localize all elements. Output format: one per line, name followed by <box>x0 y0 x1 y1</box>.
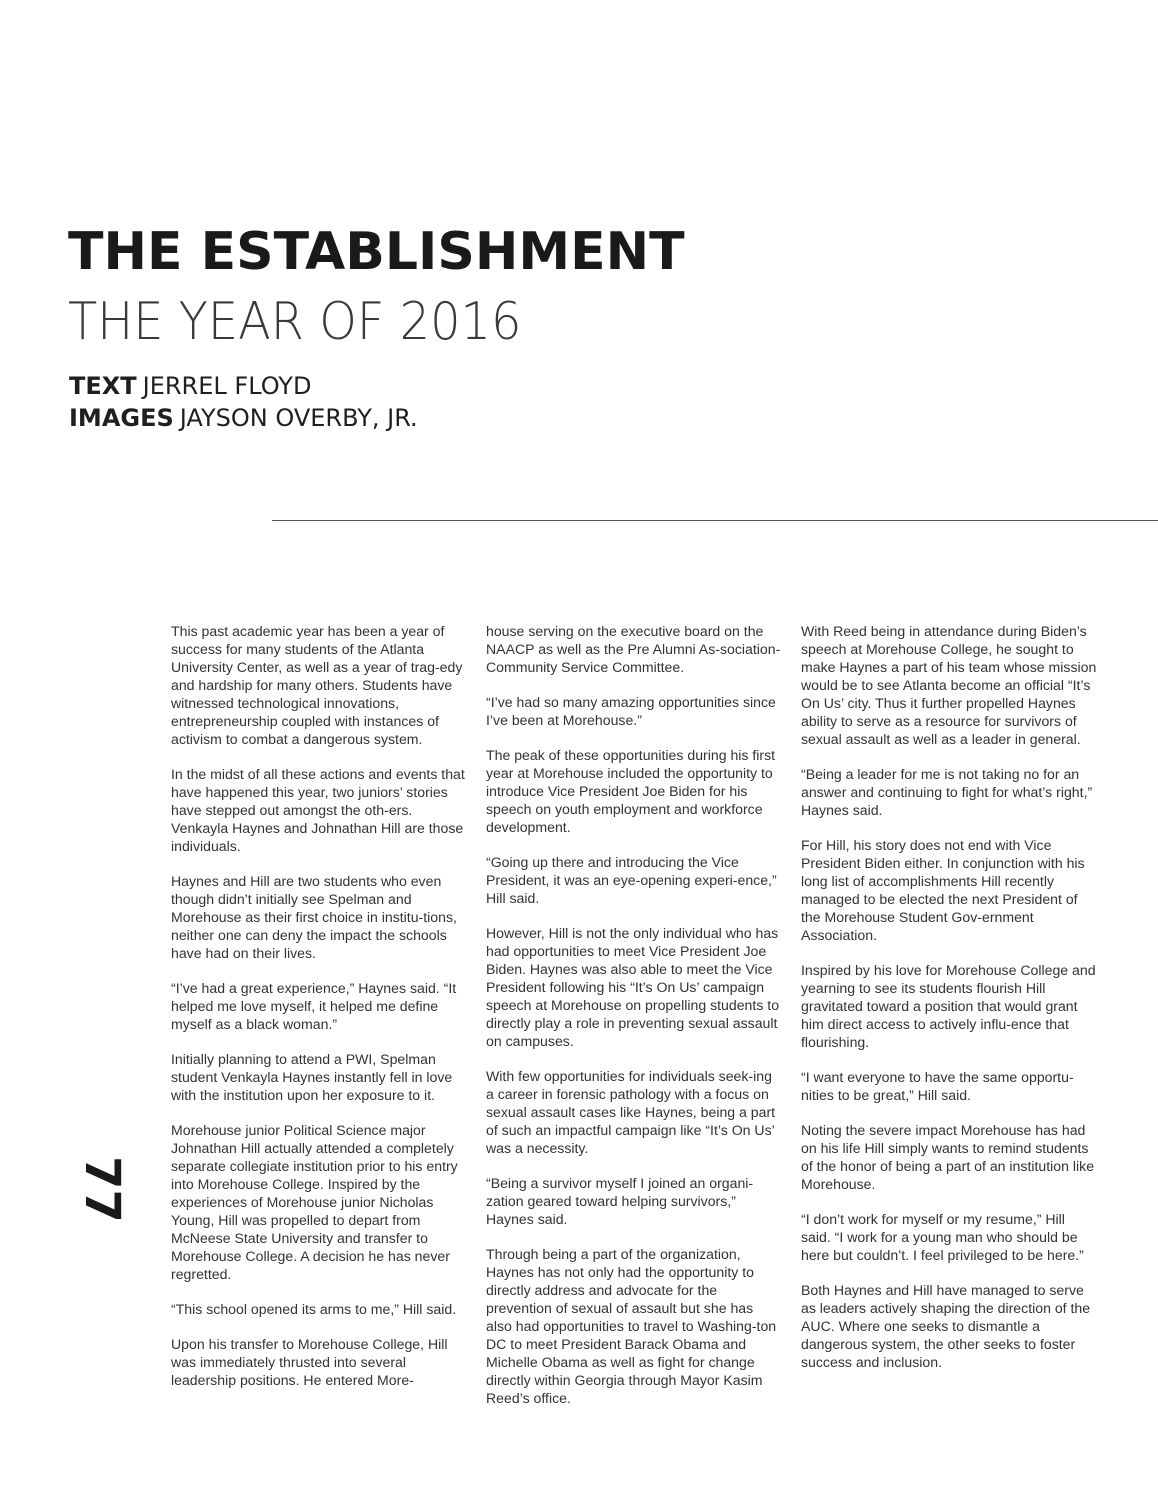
paragraph: “I’ve had so many amazing opportunities since I’ve been at Morehouse.” <box>486 694 776 728</box>
paragraph: Through being a part of the organization, Haynes has not only had the opportunity to directly address and advocate for the prevention of sexual of assault but she has also had opportunities to travel to Washing-ton DC to meet President Barack Obama and Michelle Obama as well as fight for change directly within Georgia through Mayor Kasim Reed’s office. <box>486 1246 777 1406</box>
paragraph: However, Hill is not the only individual who has had opportunities to meet Vice President Joe Biden. Haynes was also able to meet the Vice President following his “It’s On Us’ campaign speech at Morehouse on propelling students to directly play a role in preventing sexual assault on campuses. <box>486 925 780 1049</box>
paragraph: Inspired by his love for Morehouse College and yearning to see its students flourish Hill gravitated toward a position that would grant him direct access to actively influ-ence that flourishing. <box>801 962 1096 1050</box>
article-title: THE ESTABLISHMENT <box>68 222 685 282</box>
paragraph: Morehouse junior Political Science major Johnathan Hill actually attended a completely separate collegiate institution prior to his entry into Morehouse College. Inspired by the experiences of Morehouse junior Nicholas Young, Hill was propelled to depart from McNeese State University and transfer to Morehouse College. A decision he has never regretted. <box>171 1122 458 1282</box>
body-column-3 <box>801 622 1097 1388</box>
text-credit-label: TEXT <box>69 372 137 400</box>
paragraph: This past academic year has been a year of success for many students of the Atlanta University Center, as well as a year of trag-edy and hardship for many others. Students have witnessed technological innovations, entrepreneurship coupled with instances of activism to combat a dangerous system. <box>171 623 463 747</box>
paragraph: Haynes and Hill are two students who even though didn’t initially see Spelman and Morehouse as their first choice in institu-tions, neither one can deny the impact the schools have had on their lives. <box>171 873 457 961</box>
paragraph: Both Haynes and Hill have managed to serve as leaders actively shaping the direction of the AUC. Where one seeks to dismantle a dangerous system, the other seeks to foster success and inclusion. <box>801 1282 1091 1370</box>
paragraph: “I’ve had a great experience,” Haynes said. “It helped me love myself, it helped me define myself as a black woman.” <box>171 980 457 1032</box>
paragraph: With few opportunities for individuals seek-ing a career in forensic pathology with a focus on sexual assault cases like Haynes, being a part of such an impactful campaign like “It’s On Us’ was a necessity. <box>486 1068 776 1156</box>
body-column-1 <box>171 622 467 1406</box>
text-credit-name: JERREL FLOYD <box>142 372 312 400</box>
paragraph: Initially planning to attend a PWI, Spelman student Venkayla Haynes instantly fell in love with the institution upon her exposure to it. <box>171 1051 453 1103</box>
paragraph: “I don’t work for myself or my resume,” Hill said. “I work for a young man who should be here but couldn’t. I feel privileged to be here.” <box>801 1211 1084 1263</box>
paragraph: “Being a leader for me is not taking no for an answer and continuing to fight for what’s right,” Haynes said. <box>801 766 1093 818</box>
images-credit-name: JAYSON OVERBY, JR. <box>179 404 418 432</box>
paragraph: “I want everyone to have the same opportu-nities to be great,” Hill said. <box>801 1069 1074 1103</box>
paragraph: With Reed being in attendance during Biden’s speech at Morehouse College, he sought to make Haynes a part of his team whose mission would be to see Atlanta become an official “It’s On Us’ city. Thus it further propelled Haynes ability to serve as a resource for survivors of sexual assault as well as a leader in general. <box>801 623 1097 747</box>
divider-rule <box>272 520 1158 521</box>
images-credit-label: IMAGES <box>69 404 174 432</box>
paragraph: For Hill, his story does not end with Vice President Biden either. In conjunction with his long list of accomplishments Hill recently managed to be elected the next President of the Morehouse Student Gov-ernment Association. <box>801 837 1085 943</box>
paragraph: “Being a survivor myself I joined an organi-zation geared toward helping survivors,” Haynes said. <box>486 1175 754 1227</box>
credits <box>69 370 418 434</box>
body-column-2 <box>486 622 782 1424</box>
article-subtitle: THE YEAR OF 2016 <box>68 292 522 352</box>
paragraph: house serving on the executive board on the NAACP as well as the Pre Alumni As-sociation- Community Service Committee. <box>486 623 781 675</box>
text-credit <box>69 370 418 402</box>
paragraph: In the midst of all these actions and events that have happened this year, two juniors’ stories have stepped out amongst the oth-ers. Venkayla Haynes and Johnathan Hill are those individuals. <box>171 766 465 854</box>
paragraph: “Going up there and introducing the Vice President, it was an eye-opening experi-ence,” Hill said. <box>486 854 777 906</box>
paragraph: Noting the severe impact Morehouse has had on his life Hill simply wants to remind students of the honor of being a part of an institution like Morehouse. <box>801 1122 1095 1192</box>
paragraph: The peak of these opportunities during his first year at Morehouse included the opportunity to introduce Vice President Joe Biden for his speech on youth employment and workforce development. <box>486 747 776 835</box>
paragraph: “This school opened its arms to me,” Hill said. <box>171 1301 457 1317</box>
paragraph: Upon his transfer to Morehouse College, Hill was immediately thrusted into several leadership positions. He entered More- <box>171 1336 448 1388</box>
images-credit <box>69 402 418 434</box>
page-number: 77 <box>74 1156 130 1223</box>
